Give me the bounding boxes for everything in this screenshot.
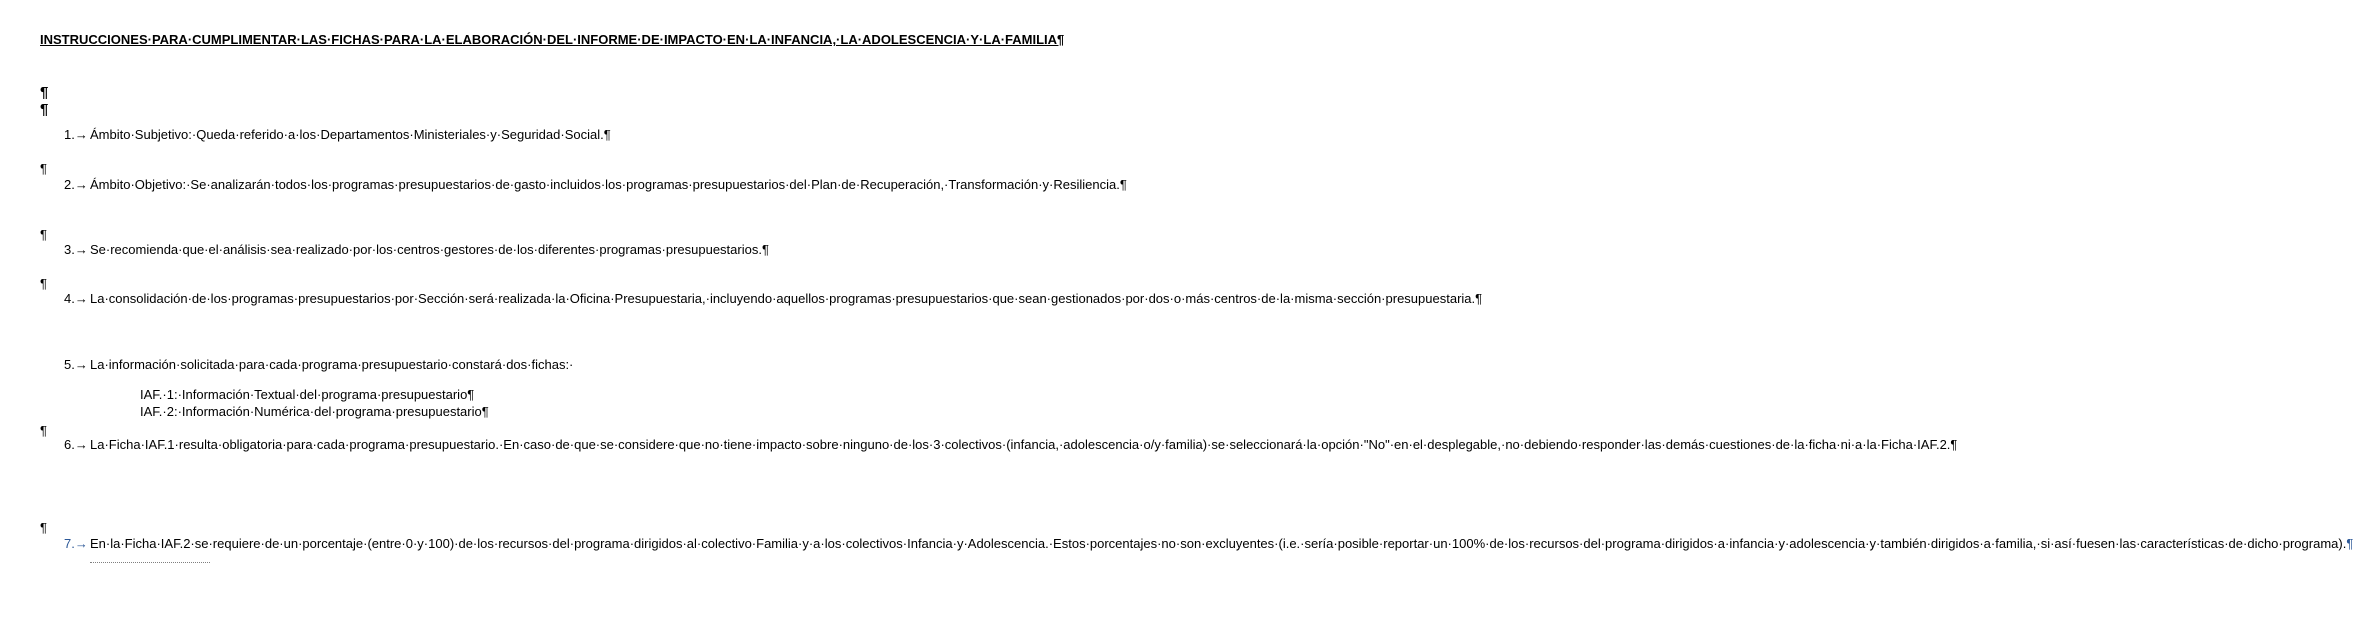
list-item-3 (64, 241, 769, 259)
list-item-text (90, 535, 2353, 570)
list-number: 3.→ (64, 242, 88, 257)
list-item-text: La·consolidación·de·los·programas·presupuestarios·por·Sección·será·realizada·la·Oficina·Presupuestaria,·incluyendo·aquellos·programas·presupuestarios·que·sean·gestionados·por·dos·o·más·centros·de·la·misma·sección·presupuestaria.¶ (90, 291, 1483, 306)
document-title: INSTRUCCIONES·PARA·CUMPLIMENTAR·LAS·FICHAS·PARA·LA·ELABORACIÓN·DEL·INFORME·DE·IMPACTO·EN·LA·INFANCIA,·LA·ADOLESCENCIA·Y·LA·FAMILIA¶ (40, 32, 1065, 47)
list-item-1 (64, 126, 611, 144)
list-number: 6.→ (64, 437, 88, 452)
list-number: 7.→ (64, 536, 88, 551)
empty-paragraph-mark: ¶ (40, 101, 49, 118)
list-item-text-content: En·la·Ficha·IAF.2·se·requiere·de·un·porcentaje·(entre·0·y·100)·de·los·recursos·del·programa·dirigidos·al·colectivo·Familia·y·a·los·colectivos·Infancia·y·Adolescencia.·Estos·porcentajes·no·son·excluyentes·(i.e.·sería·posible·reportar·un·100%·de·los·recursos·del·programa·dirigidos·a·infancia·y·adolescencia·y·también·dirigidos·a·familia,·si·así·fuesen·las·características·de·dicho·programa). (90, 536, 2347, 551)
list-number: 4.→ (64, 291, 88, 306)
sub-item-iaf2: IAF.·2:·Información·Numérica·del·programa·presupuestario¶ (140, 404, 489, 419)
list-item-7 (64, 535, 2353, 570)
list-item-text: La·información·solicitada·para·cada·programa·presupuestario·constará·dos·fichas:· (90, 357, 574, 372)
list-item-text: Ámbito·Subjetivo:·Queda·referido·a·los·Departamentos·Ministeriales·y·Seguridad·Social.¶ (90, 127, 611, 142)
list-item-text: Ámbito·Objetivo:·Se·analizarán·todos·los·programas·presupuestarios·de·gasto·incluidos·los·programas·presupuestarios·del·Plan·de·Recuperación,·Transformación·y·Resiliencia.¶ (90, 177, 1127, 192)
empty-paragraph-mark: ¶ (40, 161, 47, 176)
empty-paragraph-mark: ¶ (40, 84, 49, 101)
list-item-2 (64, 176, 1127, 194)
list-item-6 (64, 436, 1958, 454)
list-number: 1.→ (64, 127, 88, 142)
list-item-4 (64, 290, 1483, 308)
empty-paragraph-mark: ¶ (40, 227, 47, 242)
paragraph-mark: ¶ (2346, 536, 2353, 551)
empty-paragraph-mark: ¶ (40, 276, 47, 291)
list-item-text: La·Ficha·IAF.1·resulta·obligatoria·para·cada·programa·presupuestario.·En·caso·de·que·se·considere·que·no·tiene·impacto·sobre·ninguno·de·los·3·colectivos·(infancia,·adolescencia·o/y·familia)·se·seleccionará·la·opción·"No"·en·el·desplegable,·no·debiendo·responder·las·demás·cuestiones·de·la·ficha·ni·a·la·Ficha·IAF.2.¶ (90, 437, 1958, 452)
sub-item-iaf1: IAF.·1:·Información·Textual·del·programa·presupuestario¶ (140, 387, 475, 402)
list-item-5 (64, 356, 608, 374)
list-number: 2.→ (64, 177, 88, 192)
list-item-text: Se·recomienda·que·el·análisis·sea·realizado·por·los·centros·gestores·de·los·diferentes·programas·presupuestarios.¶ (90, 242, 769, 257)
empty-paragraph-mark: ¶ (40, 520, 47, 535)
list-number: 5.→ (64, 357, 88, 372)
empty-paragraph-mark: ¶ (40, 423, 47, 438)
section-break-line (90, 562, 210, 563)
